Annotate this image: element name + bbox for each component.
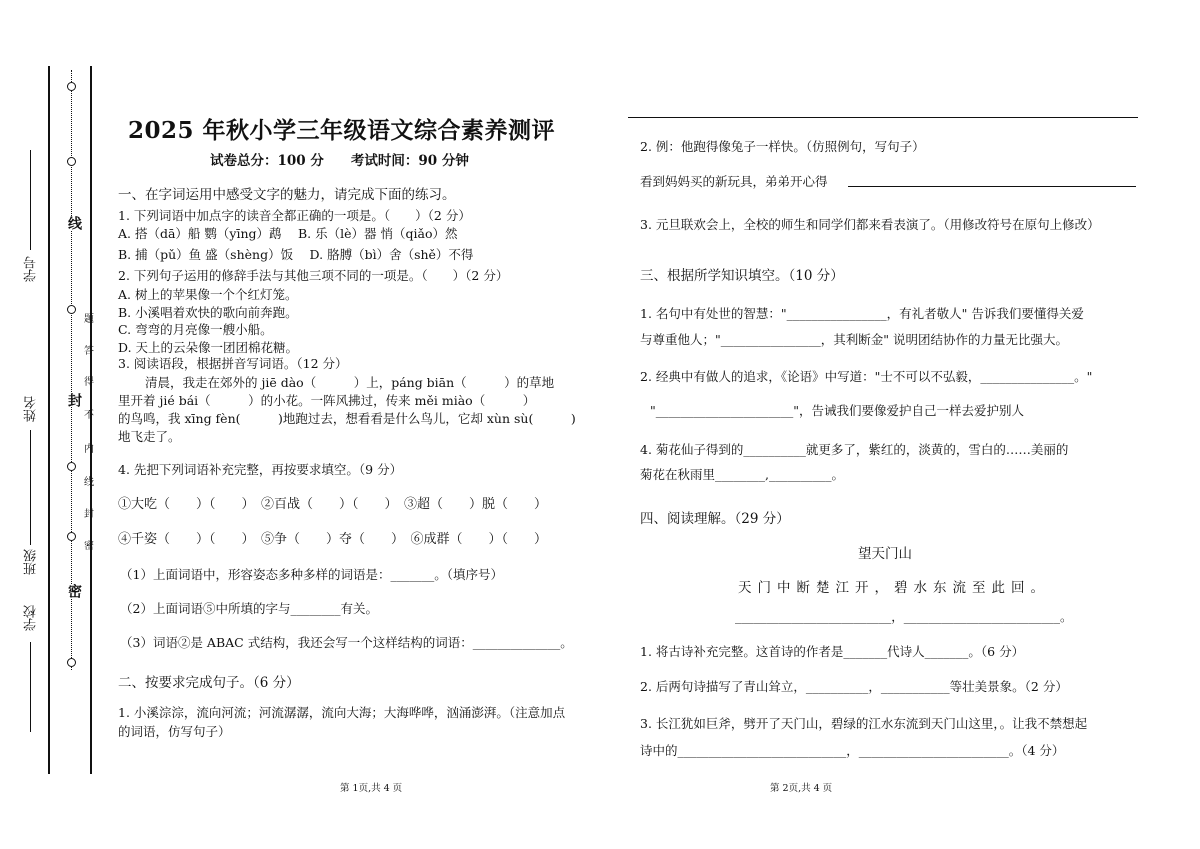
warn-char: 封	[84, 509, 94, 520]
section-3-question-2-line-1: 2. 经典中有做人的追求，《论语》中写道："士不可以不弘毅，_______________。"	[640, 369, 1093, 384]
question-2-option-b: B. 小溪唱着欢快的歌向前奔跑。	[118, 305, 298, 320]
question-2: 2. 下列句子运用的修辞手法与其他三项不同的一项是。（ ）（2 分）	[118, 268, 509, 283]
section-3-question-1-line-2: 与尊重他人；"________________，其利断金" 说明团结协作的力量无比强大。	[640, 332, 1068, 347]
question-4-sub-3: （3）词语②是 ABAC 式结构，我还会写一个这样结构的词语：______________。	[120, 635, 573, 650]
question-3-line-3: 的鸟鸣，我 xīng fèn( )地跑过去，想看看是什么鸟儿，它却 xùn sù( )	[118, 411, 576, 426]
section-2-question-1-line-1: 1. 小溪淙淙，流向河流；河流潺潺，流向大海；大海哗哗，汹涌澎湃。（注意加点	[118, 705, 566, 720]
question-4-sub-1: （1）上面词语中，形容姿态多种多样的词语是：_______。（填序号）	[120, 567, 503, 582]
section-1-title: 一、在字词运用中感受文字的魅力，请完成下面的练习。	[118, 187, 456, 203]
poem-line-1: 天门中断楚江开，碧水东流至此回。	[738, 580, 1050, 596]
poem-title: 望天门山	[858, 546, 912, 562]
page-footer-right: 第 2页,共 4 页	[770, 783, 833, 794]
question-2-option-a: A. 树上的苹果像一个个红灯笼。	[118, 287, 298, 302]
question-3-line-1: 清晨，我走在郊外的 jiē dào（ ）上，páng biān（ ）的草地	[145, 375, 555, 390]
exam-info: 试卷总分：100 分 考试时间：90 分钟	[210, 153, 469, 169]
warn-char: 得	[84, 377, 94, 388]
question-2-option-d: D. 天上的云朵像一团团棉花糖。	[118, 340, 299, 355]
name-line	[30, 430, 31, 545]
question-1: 1. 下列词语中加点字的读音全都正确的一项是。（ ）（2 分）	[118, 208, 471, 223]
class-label: 班级	[24, 549, 39, 575]
name-label: 姓名	[24, 396, 39, 422]
question-3-line-2: 里开着 jié bái（ ）的小花。一阵风拂过，传来 měi miào（ ）	[118, 393, 536, 408]
binding-hole	[67, 305, 76, 314]
student-id-line	[30, 150, 31, 250]
question-3-line-4: 地飞走了。	[118, 429, 181, 444]
school-label: 学校	[24, 605, 39, 631]
section-2-question-1-line-2: 的词语，仿写句子）	[118, 724, 231, 739]
section-3-question-4-line-2: 菊花在秋雨里________,__________。	[640, 467, 844, 482]
section-3-question-1-line-1: 1. 名句中有处世的智慧："________________，有礼者敬人" 告诉我们要懂得关爱	[640, 306, 1084, 321]
section-4-question-3-line-2: 诗中的___________________________，________________________。（4 分）	[640, 743, 1065, 758]
question-1-options-cd: B. 捕（pǔ）鱼 盛（shèng）饭 D. 胳膊（bì）舍（shě）不得	[118, 247, 474, 262]
question-4-row-1: ①大吃（ ）（ ） ②百战（ ）（ ） ③超（ ）脱（ ）	[118, 497, 548, 512]
poem-line-2-blank: _________________________，_________________________。	[735, 609, 1073, 624]
binding-line-outer	[48, 66, 50, 774]
page-footer-left: 第 1页,共 4 页	[340, 783, 403, 794]
section-2-title: 二、按要求完成句子。（6 分）	[118, 675, 300, 691]
binding-hole	[67, 157, 76, 166]
question-4: 4. 先把下列词语补充完整，再按要求填空。（9 分）	[118, 462, 403, 477]
warn-char: 密	[84, 541, 94, 552]
section-2-question-3: 3. 元旦联欢会上，全校的师生和同学们都来看表演了。（用修改符号在原句上修改）	[640, 217, 1100, 232]
question-3: 3. 阅读语段，根据拼音写词语。（12 分）	[118, 356, 348, 371]
binding-hole	[67, 462, 76, 471]
warn-char: 线	[84, 477, 94, 488]
section-4-question-3-line-1: 3. 长江犹如巨斧，劈开了天门山，碧绿的江水东流到天门山这里，。让我不禁想起	[640, 716, 1088, 731]
warn-char: 内	[84, 444, 94, 455]
binding-hole	[67, 532, 76, 541]
question-1-options-ab: A. 搭（dā）船 鹦（yīng）鹉 B. 乐（lè）器 悄（qiǎo）然	[118, 226, 458, 241]
section-3-question-4-line-1: 4. 菊花仙子得到的__________就更多了，紫红的，淡黄的，雪白的……美丽的	[640, 442, 1069, 457]
question-2-option-c: C. 弯弯的月亮像一艘小船。	[118, 322, 273, 337]
section-4-question-1: 1. 将古诗补充完整。这首诗的作者是_______代诗人_______。（6 分）	[640, 644, 1025, 659]
mark-line: 线	[66, 216, 82, 230]
section-2-question-2-answer: 看到妈妈买的新玩具，弟弟开心得	[640, 174, 828, 189]
answer-line	[848, 186, 1136, 187]
mark-seal: 封	[66, 393, 82, 407]
student-id-label: 学号	[24, 256, 39, 282]
warn-char: 不	[84, 410, 94, 421]
school-line	[30, 642, 31, 732]
warn-char: 题	[84, 314, 94, 325]
exam-title: 2025 年秋小学三年级语文综合素养测评	[128, 117, 556, 144]
section-4-title: 四、阅读理解。（29 分）	[640, 511, 790, 527]
section-3-title: 三、根据所学知识填空。（10 分）	[640, 268, 844, 284]
warn-char: 答	[84, 346, 94, 357]
section-2-question-2: 2. 例：他跑得像兔子一样快。（仿照例句，写句子）	[640, 139, 925, 154]
binding-hole	[67, 658, 76, 667]
question-4-sub-2: （2）上面词语⑤中所填的字与________有关。	[120, 601, 378, 616]
binding-hole	[67, 82, 76, 91]
question-4-row-2: ④千姿（ ）（ ） ⑤争（ ）夺（ ） ⑥成群（ ）（ ）	[118, 532, 548, 547]
section-4-question-2: 2. 后两句诗描写了青山耸立，__________，___________等壮美景象。（2 分）	[640, 679, 1068, 694]
answer-line	[628, 117, 1138, 118]
section-3-question-2-line-2: "______________________"，告诫我们要像爱护自己一样去爱护别人	[650, 403, 1024, 418]
mark-secret: 密	[66, 584, 82, 598]
